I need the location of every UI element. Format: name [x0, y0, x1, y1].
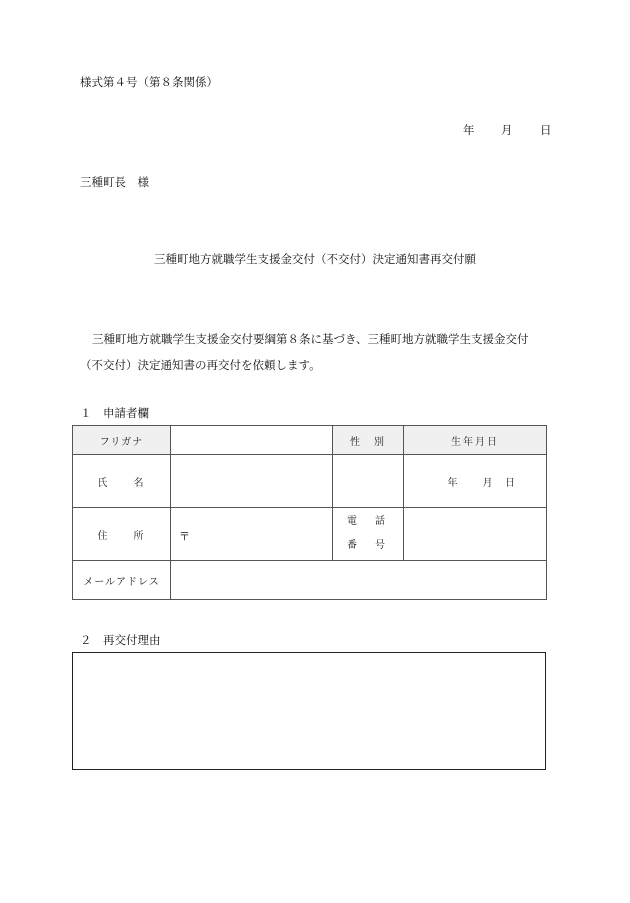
date-year: 年 — [463, 123, 475, 137]
email-field[interactable] — [171, 561, 547, 600]
name-label: 氏 名 — [73, 455, 171, 508]
phone-field[interactable] — [404, 508, 547, 561]
phone-label-line2: 番 号 — [347, 540, 389, 551]
postal-mark: 〒 — [179, 530, 190, 543]
document-title: 三種町地方就職学生支援金交付（不交付）決定通知書再交付願 — [154, 252, 476, 266]
birthdate-label: 生年月日 — [404, 426, 547, 455]
birthdate-field[interactable] — [404, 455, 547, 508]
gender-field[interactable] — [333, 455, 404, 508]
date-line — [463, 122, 552, 138]
body-text: 三種町地方就職学生支援金交付要綱第８条に基づき、三種町地方就職学生支援金交付（不交付）決定通知書の再交付を依頼します。 — [80, 332, 529, 372]
name-field[interactable] — [171, 455, 333, 508]
birth-year: 年 — [447, 477, 458, 489]
birth-month: 月 — [482, 477, 493, 489]
applicant-table — [72, 425, 547, 600]
section2-heading: ２ 再交付理由 — [80, 633, 161, 647]
date-day: 日 — [540, 123, 552, 137]
form-number: 様式第４号（第８条関係） — [80, 75, 218, 89]
furigana-label: フリガナ — [73, 426, 171, 455]
phone-label-line1: 電 話 — [347, 516, 389, 527]
addressee: 三種町長 様 — [80, 175, 149, 189]
furigana-field[interactable] — [171, 426, 333, 455]
date-month: 月 — [501, 123, 513, 137]
birth-day: 日 — [505, 477, 515, 489]
phone-label — [333, 508, 404, 561]
reason-field[interactable] — [72, 652, 546, 770]
section1-heading: １ 申請者欄 — [80, 406, 149, 420]
email-label: メールアドレス — [73, 561, 171, 600]
address-label: 住 所 — [73, 508, 171, 561]
gender-label: 性 別 — [333, 426, 404, 455]
address-field[interactable] — [171, 508, 333, 561]
